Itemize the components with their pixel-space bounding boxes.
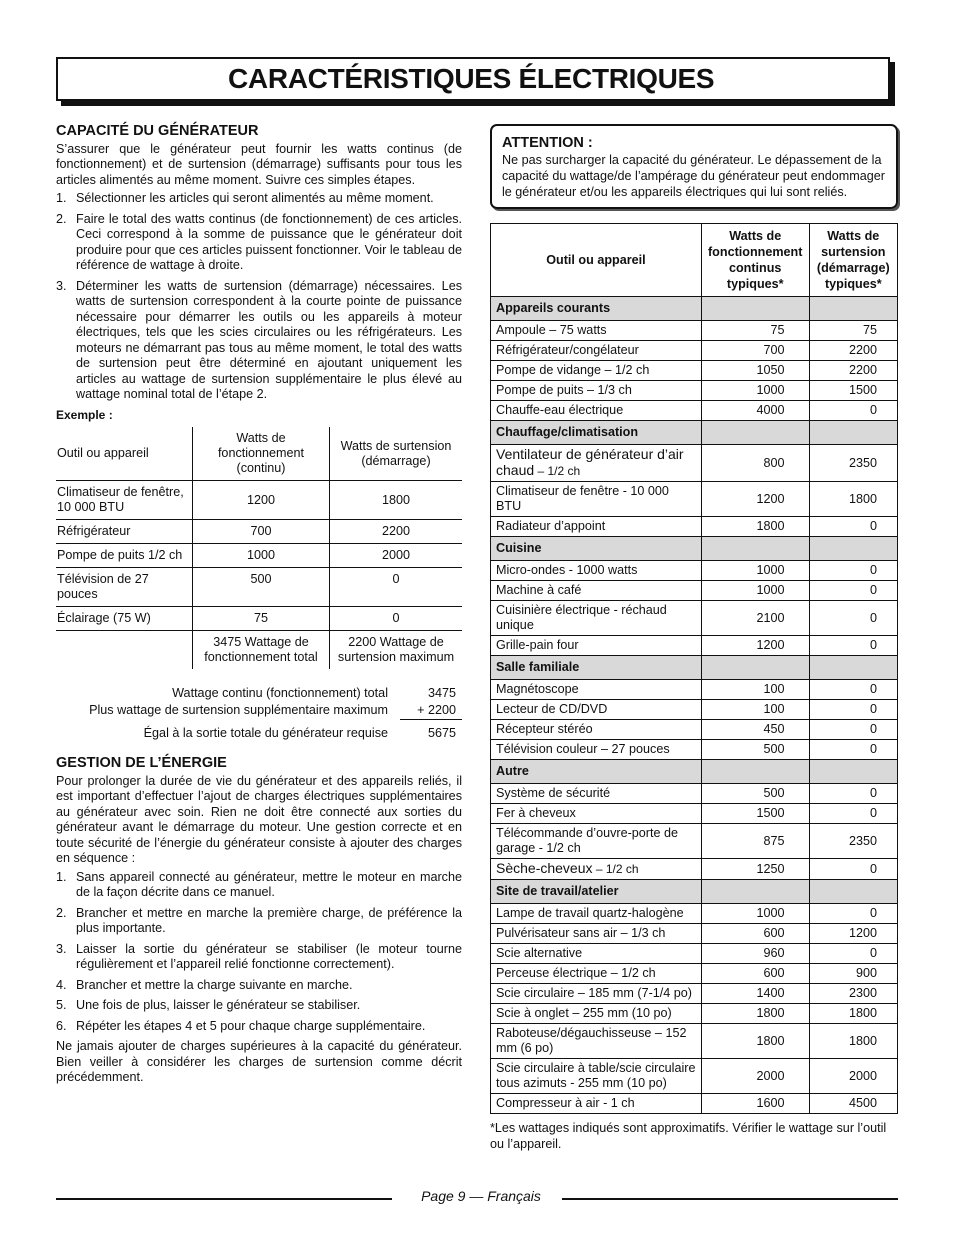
energy-step <box>56 1019 462 1035</box>
wattage-row <box>491 482 898 517</box>
running-watts: 4000 <box>701 401 809 421</box>
running-watts: 1800 <box>701 1024 809 1059</box>
summary-label: Égal à la sortie totale du générateur requise <box>143 726 388 740</box>
example-header: Watts de surtension (démarrage) <box>330 427 463 481</box>
surge-watts: 1800 <box>809 1024 897 1059</box>
wattage-category-blank <box>701 297 809 321</box>
summary-label: Plus wattage de surtension supplémentaire maximum <box>89 703 388 717</box>
example-cell: 700 <box>193 520 330 544</box>
running-watts: 1000 <box>701 904 809 924</box>
energy-closing: Ne jamais ajouter de charges supérieures à la capacité du générateur. Bien veiller à considérer les charges de surtension comme décrit précédemment. <box>56 1039 462 1084</box>
step-text: Déterminer les watts de surtension (démarrage) nécessaires. Les watts de surtension correspondent à la courte pointe de puissance nécessaire pour démarrer les outils ou les appareils à moteur électriques, tels que les scies circulaires ou les réfrigérateurs. Les moteurs ne démarrant pas tous au même moment, le total des watts de surtension peut être déterminé en ajoutant uniquement les articles au wattage de surtension supplémentaire le plus élevé au wattage nominal total de l’étape 2. <box>76 278 462 401</box>
energy-step <box>56 870 462 901</box>
page-footer <box>56 1187 898 1207</box>
wattage-row <box>491 700 898 720</box>
example-cell: 2000 <box>330 544 463 568</box>
appliance-name: Micro-ondes - 1000 watts <box>491 561 702 581</box>
running-watts: 1800 <box>701 1004 809 1024</box>
summary-row <box>56 685 462 702</box>
surge-watts: 2350 <box>809 824 897 859</box>
example-row <box>56 481 462 520</box>
summary-row <box>56 702 462 720</box>
surge-watts: 1500 <box>809 381 897 401</box>
example-cell: Pompe de puits 1/2 ch <box>56 544 193 568</box>
footer-text: Page 9 — Français <box>421 1188 541 1204</box>
wattage-category-row <box>491 537 898 561</box>
example-cell: 1800 <box>330 481 463 520</box>
wattage-row <box>491 1059 898 1094</box>
appliance-name: Chauffe-eau électrique <box>491 401 702 421</box>
wattage-row <box>491 517 898 537</box>
appliance-name: Lampe de travail quartz-halogène <box>491 904 702 924</box>
wattage-header: Watts de fonctionnement continus typiques* <box>701 224 809 297</box>
wattage-row <box>491 904 898 924</box>
wattage-category-blank <box>701 880 809 904</box>
step-text: Répéter les étapes 4 et 5 pour chaque charge supplémentaire. <box>76 1018 426 1033</box>
wattage-row <box>491 1094 898 1114</box>
wattage-category-row <box>491 421 898 445</box>
step-number: 2. <box>56 905 67 920</box>
surge-watts: 1200 <box>809 924 897 944</box>
wattage-category-row <box>491 760 898 784</box>
appliance-suffix: – 1/2 ch <box>534 464 581 478</box>
step-number: 4. <box>56 977 67 992</box>
appliance-name: Compresseur à air - 1 ch <box>491 1094 702 1114</box>
running-watts: 1000 <box>701 561 809 581</box>
running-watts: 800 <box>701 445 809 482</box>
wattage-category: Salle familiale <box>491 656 702 680</box>
step-text: Une fois de plus, laisser le générateur se stabiliser. <box>76 998 361 1012</box>
step-text: Sans appareil connecté au générateur, mettre le moteur en marche de la façon décrite dans ce manuel. <box>76 869 462 899</box>
appliance-name: Télécommande d’ouvre-porte de garage - 1/2 ch <box>491 824 702 859</box>
step-number: 1. <box>56 191 67 205</box>
footer-rule <box>562 1198 898 1200</box>
wattage-row <box>491 964 898 984</box>
wattage-row <box>491 720 898 740</box>
wattage-category-blank <box>809 297 897 321</box>
surge-watts: 2350 <box>809 445 897 482</box>
example-cell: 500 <box>193 568 330 607</box>
energy-intro: Pour prolonger la durée de vie du générateur et des appareils reliés, il est important d’effectuer l’ajout de charges électriques supplémentaires au générateur avec soin. Rien ne doit être connecté aux sorties du générateur avant le démarrage du moteur. Une gestion correcte et en toute sécurité de l’énergie du générateur consiste à ajouter des charges en séquence : <box>56 773 462 865</box>
energy-step <box>56 906 462 937</box>
page-title-box <box>56 57 890 101</box>
example-total: 2200 Wattage de surtension maximum <box>330 631 463 670</box>
surge-watts: 0 <box>809 561 897 581</box>
wattage-header: Watts de surtension (démarrage) typiques* <box>809 224 897 297</box>
appliance-name: Raboteuse/dégauchisseuse – 152 mm (6 po) <box>491 1024 702 1059</box>
wattage-row <box>491 804 898 824</box>
energy-step <box>56 998 462 1014</box>
surge-watts: 0 <box>809 700 897 720</box>
left-column <box>56 124 462 1086</box>
surge-watts: 0 <box>809 581 897 601</box>
example-cell: Climatiseur de fenêtre, 10 000 BTU <box>56 481 193 520</box>
energy-steps <box>56 870 462 1035</box>
example-total: 3475 Wattage de fonctionnement total <box>193 631 330 670</box>
wattage-category-blank <box>809 421 897 445</box>
wattage-row <box>491 321 898 341</box>
summary-label: Wattage continu (fonctionnement) total <box>172 686 388 700</box>
running-watts: 600 <box>701 924 809 944</box>
running-watts: 1000 <box>701 381 809 401</box>
example-cell: 1000 <box>193 544 330 568</box>
running-watts: 1600 <box>701 1094 809 1114</box>
surge-watts: 0 <box>809 784 897 804</box>
appliance-name: Télévision couleur – 27 pouces <box>491 740 702 760</box>
example-total-row <box>56 631 462 670</box>
appliance-name: Grille-pain four <box>491 636 702 656</box>
wattage-row <box>491 784 898 804</box>
wattage-footnote: *Les wattages indiqués sont approximatifs. Vérifier le wattage sur l’outil ou l’appareil. <box>490 1121 887 1151</box>
wattage-row <box>491 361 898 381</box>
summary-value: 3475 <box>427 686 456 700</box>
wattage-category-blank <box>809 760 897 784</box>
running-watts: 1400 <box>701 984 809 1004</box>
step-number: 1. <box>56 869 67 884</box>
surge-watts: 0 <box>809 517 897 537</box>
wattage-category-blank <box>701 537 809 561</box>
running-watts: 960 <box>701 944 809 964</box>
wattage-category-row <box>491 297 898 321</box>
right-column <box>490 124 898 1152</box>
example-cell: 0 <box>330 607 463 631</box>
page-title: CARACTÉRISTIQUES ÉLECTRIQUES <box>228 63 715 94</box>
capacity-step <box>56 212 462 274</box>
running-watts: 75 <box>701 321 809 341</box>
appliance-name: Pompe de vidange – 1/2 ch <box>491 361 702 381</box>
example-cell-empty <box>56 631 193 670</box>
surge-watts: 0 <box>809 636 897 656</box>
wattage-category-blank <box>809 880 897 904</box>
step-number: 2. <box>56 211 67 226</box>
step-number: 3. <box>56 941 67 956</box>
appliance-name: Pulvérisateur sans air – 1/3 ch <box>491 924 702 944</box>
capacity-intro: S’assurer que le générateur peut fournir les watts continus (de fonctionnement) et de surtension (démarrage) suffisants pour tous les articles alimentés au même moment. Suivre ces simples étapes. <box>56 141 462 187</box>
appliance-name: Perceuse électrique – 1/2 ch <box>491 964 702 984</box>
running-watts: 1800 <box>701 517 809 537</box>
capacity-steps <box>56 191 462 403</box>
example-row <box>56 607 462 631</box>
surge-watts: 0 <box>809 944 897 964</box>
surge-watts: 4500 <box>809 1094 897 1114</box>
running-watts: 600 <box>701 964 809 984</box>
wattage-category: Site de travail/atelier <box>491 880 702 904</box>
appliance-name: Pompe de puits – 1/3 ch <box>491 381 702 401</box>
wattage-row <box>491 859 898 880</box>
attention-box <box>490 124 898 209</box>
running-watts: 1200 <box>701 636 809 656</box>
running-watts: 1500 <box>701 804 809 824</box>
step-number: 3. <box>56 278 67 293</box>
wattage-category-row <box>491 656 898 680</box>
wattage-row <box>491 984 898 1004</box>
wattage-row <box>491 1004 898 1024</box>
surge-watts: 1800 <box>809 1004 897 1024</box>
running-watts: 450 <box>701 720 809 740</box>
wattage-row <box>491 1024 898 1059</box>
surge-watts: 0 <box>809 401 897 421</box>
step-text: Brancher et mettre la charge suivante en marche. <box>76 977 353 992</box>
surge-watts: 0 <box>809 804 897 824</box>
appliance-name: Scie circulaire – 185 mm (7-1/4 po) <box>491 984 702 1004</box>
running-watts: 1200 <box>701 482 809 517</box>
footer-rule <box>56 1198 392 1200</box>
wattage-row <box>491 341 898 361</box>
surge-watts: 1800 <box>809 482 897 517</box>
example-cell: 0 <box>330 568 463 607</box>
appliance-name: Réfrigérateur/congélateur <box>491 341 702 361</box>
wattage-category-blank <box>701 421 809 445</box>
wattage-header-row <box>491 224 898 297</box>
surge-watts: 2300 <box>809 984 897 1004</box>
wattage-category-blank <box>701 656 809 680</box>
running-watts: 2100 <box>701 601 809 636</box>
appliance-name: Récepteur stéréo <box>491 720 702 740</box>
example-header: Outil ou appareil <box>56 427 193 481</box>
capacity-step <box>56 191 462 207</box>
appliance-name: Scie alternative <box>491 944 702 964</box>
appliance-label: Sèche-cheveux <box>496 860 593 876</box>
surge-watts: 2200 <box>809 361 897 381</box>
example-cell: 2200 <box>330 520 463 544</box>
appliance-name: Scie circulaire à table/scie circulaire tous azimuts - 255 mm (10 po) <box>491 1059 702 1094</box>
energy-step <box>56 978 462 994</box>
example-table <box>56 427 462 669</box>
step-number: 5. <box>56 998 67 1012</box>
wattage-row <box>491 680 898 700</box>
example-summary <box>56 685 462 742</box>
wattage-row <box>491 601 898 636</box>
running-watts: 700 <box>701 341 809 361</box>
wattage-row <box>491 824 898 859</box>
wattage-row <box>491 561 898 581</box>
appliance-name: Fer à cheveux <box>491 804 702 824</box>
appliance-name: Lecteur de CD/DVD <box>491 700 702 720</box>
appliance-name: Système de sécurité <box>491 784 702 804</box>
surge-watts: 2000 <box>809 1059 897 1094</box>
wattage-row <box>491 944 898 964</box>
example-row <box>56 520 462 544</box>
appliance-name: Ampoule – 75 watts <box>491 321 702 341</box>
running-watts: 1050 <box>701 361 809 381</box>
example-row <box>56 568 462 607</box>
capacity-step <box>56 279 462 403</box>
example-label: Exemple : <box>56 407 113 422</box>
surge-watts: 0 <box>809 904 897 924</box>
running-watts: 500 <box>701 740 809 760</box>
energy-heading: GESTION DE L’ÉNERGIE <box>56 755 227 771</box>
appliance-label: Ventilateur de générateur d’air chaud <box>496 446 684 478</box>
appliance-name: Climatiseur de fenêtre - 10 000 BTU <box>491 482 702 517</box>
wattage-row <box>491 581 898 601</box>
appliance-name <box>491 445 702 482</box>
wattage-row <box>491 381 898 401</box>
surge-watts: 900 <box>809 964 897 984</box>
wattage-category-blank <box>809 537 897 561</box>
step-number: 6. <box>56 1018 67 1033</box>
wattage-category: Appareils courants <box>491 297 702 321</box>
wattage-row <box>491 924 898 944</box>
running-watts: 100 <box>701 680 809 700</box>
step-text: Brancher et mettre en marche la première charge, de préférence la plus importante. <box>76 905 462 935</box>
appliance-name: Cuisinière électrique - réchaud unique <box>491 601 702 636</box>
wattage-category: Cuisine <box>491 537 702 561</box>
wattage-category-row <box>491 880 898 904</box>
example-cell: Éclairage (75 W) <box>56 607 193 631</box>
appliance-name: Machine à café <box>491 581 702 601</box>
example-header: Watts de fonctionnement (continu) <box>193 427 330 481</box>
wattage-category-blank <box>701 760 809 784</box>
appliance-name: Radiateur d’appoint <box>491 517 702 537</box>
wattage-row <box>491 636 898 656</box>
wattage-category: Chauffage/climatisation <box>491 421 702 445</box>
example-row <box>56 544 462 568</box>
surge-watts: 0 <box>809 740 897 760</box>
wattage-category-blank <box>809 656 897 680</box>
wattage-row <box>491 740 898 760</box>
surge-watts: 2200 <box>809 341 897 361</box>
example-cell: 75 <box>193 607 330 631</box>
running-watts: 2000 <box>701 1059 809 1094</box>
wattage-row <box>491 445 898 482</box>
appliance-suffix: – 1/2 ch <box>592 862 639 876</box>
example-header-row <box>56 427 462 481</box>
wattage-reference-table <box>490 223 898 1114</box>
example-cell: Télévision de 27 pouces <box>56 568 193 607</box>
appliance-name <box>491 859 702 880</box>
capacity-heading: CAPACITÉ DU GÉNÉRATEUR <box>56 123 259 139</box>
attention-text: Ne pas surcharger la capacité du générateur. Le dépassement de la capacité du wattage/de l’ampérage du générateur peut endommager le générateur et/ou les appareils électriques qui lui sont reliés. <box>502 153 885 199</box>
wattage-row <box>491 401 898 421</box>
surge-watts: 0 <box>809 859 897 880</box>
running-watts: 1000 <box>701 581 809 601</box>
appliance-name: Scie à onglet – 255 mm (10 po) <box>491 1004 702 1024</box>
running-watts: 100 <box>701 700 809 720</box>
running-watts: 875 <box>701 824 809 859</box>
summary-row <box>56 725 462 742</box>
running-watts: 500 <box>701 784 809 804</box>
energy-step <box>56 942 462 973</box>
wattage-category: Autre <box>491 760 702 784</box>
appliance-name: Magnétoscope <box>491 680 702 700</box>
step-text: Laisser la sortie du générateur se stabiliser (le moteur tourne régulièrement et l’appareil relié fonctionne correctement). <box>76 941 462 971</box>
surge-watts: 0 <box>809 720 897 740</box>
surge-watts: 0 <box>809 680 897 700</box>
summary-value: + 2200 <box>400 702 462 720</box>
summary-value: 5675 <box>427 726 456 740</box>
running-watts: 1250 <box>701 859 809 880</box>
surge-watts: 0 <box>809 601 897 636</box>
surge-watts: 75 <box>809 321 897 341</box>
attention-heading: ATTENTION : <box>502 135 593 151</box>
wattage-header: Outil ou appareil <box>491 224 702 297</box>
step-text: Sélectionner les articles qui seront alimentés au même moment. <box>76 191 434 205</box>
example-cell: 1200 <box>193 481 330 520</box>
step-text: Faire le total des watts continus (de fonctionnement) de ces articles. Ceci correspond à la somme de puissance que le générateur doit produire pour que ces articles puissent fonctionner. Voir le tableau de référence de wattage à droite. <box>76 211 462 272</box>
example-cell: Réfrigérateur <box>56 520 193 544</box>
